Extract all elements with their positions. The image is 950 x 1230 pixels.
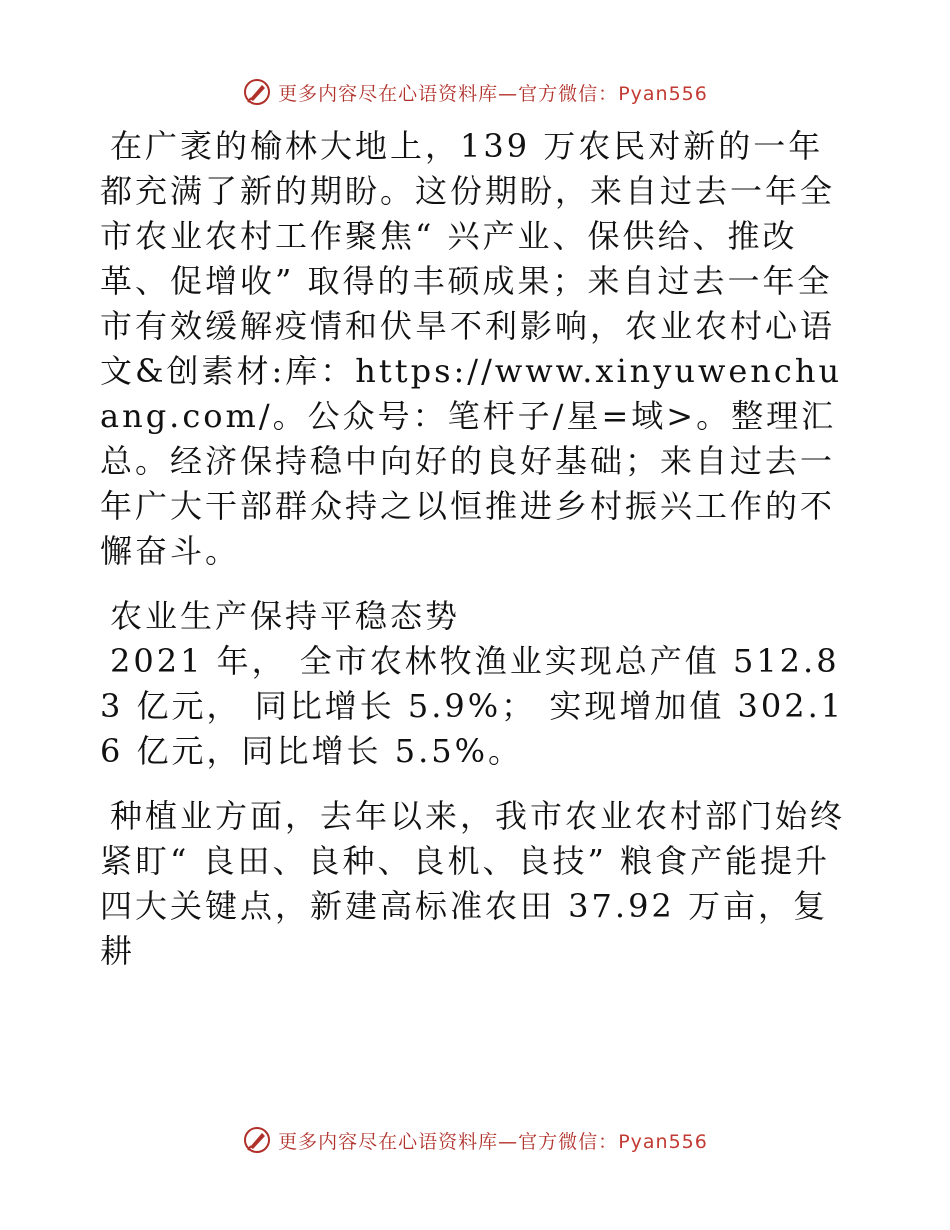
watermark-label: 官方微信： [518, 82, 619, 105]
intro-paragraph: 在广袤的榆林大地上，139 万农民对新的一年都充满了新的期盼。这份期盼，来自过去一年全市农业农村工作聚焦“ 兴产业、保供给、推改革、促增收” 取得的丰硕成果；来自过去一年全市有效缓解疫情和伏旱不利影响，农业农村心语文&创素材:库：https://www.xinyuwenchuang.com/。公众号：笔杆子/星=域>。整理汇总。经济保持稳中向好的良好基础；来自过去一年广大干部群众持之以恒推进乡村振兴工作的不懈奋斗。 [100, 127, 843, 570]
output-value-paragraph: 2021 年， 全市农林牧渔业实现总产值 512.83 亿元， 同比增长 5.9%； 实现增加值 302.16 亿元，同比增长 5.5%。 [100, 642, 845, 770]
watermark-wechat-id: Pyan556 [618, 1130, 708, 1153]
watermark-label: 官方微信： [518, 1130, 619, 1153]
watermark-brand: 更多内容尽在心语资料库 [278, 82, 499, 105]
watermark-text [278, 1127, 708, 1154]
quill-pen-icon [242, 1125, 272, 1155]
watermark-separator: — [498, 82, 519, 105]
watermark-separator: — [498, 1130, 519, 1153]
watermark-brand: 更多内容尽在心语资料库 [278, 1130, 499, 1153]
watermark-text [278, 79, 708, 106]
document-body [100, 124, 852, 974]
quill-pen-icon [242, 77, 272, 107]
planting-paragraph: 种植业方面，去年以来，我市农业农村部门始终紧盯“ 良田、良种、良机、良技” 粮食产能提升四大关键点，新建高标准农田 37.92 万亩，复耕 [100, 797, 846, 970]
footer-watermark [0, 1120, 950, 1160]
watermark-wechat-id: Pyan556 [618, 82, 708, 105]
section-heading: 农业生产保持平稳态势 [110, 597, 461, 635]
header-watermark [0, 72, 950, 112]
